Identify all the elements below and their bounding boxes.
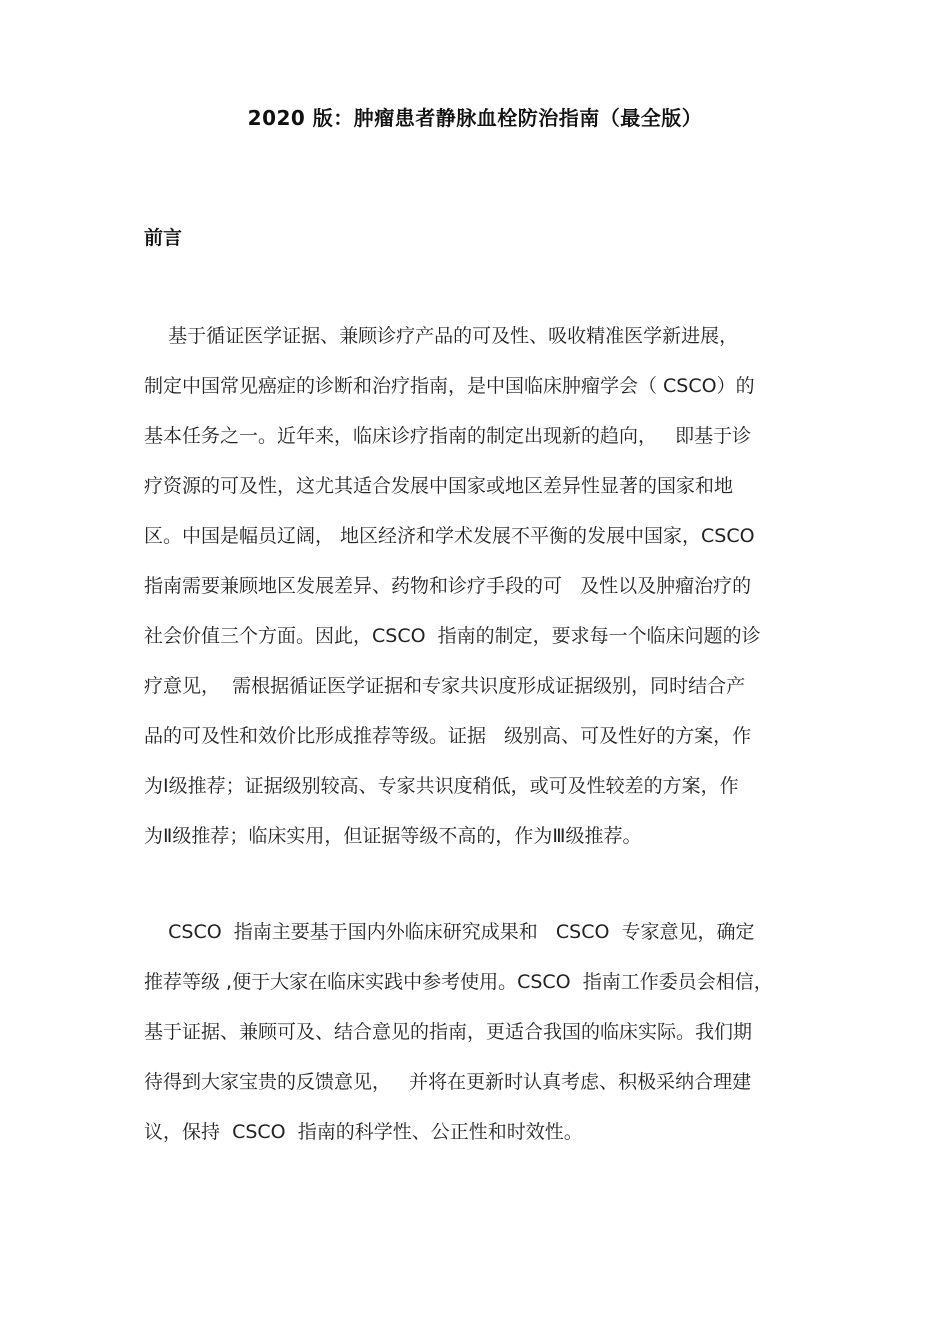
section-heading-preface: 前言 (144, 227, 183, 249)
paragraph-line: 推荐等级 ,便于大家在临床实践中参考使用。CSCO 指南工作委员会相信， (144, 971, 773, 993)
paragraph-line: 社会价值三个方面。因此，CSCO 指南的制定，要求每一个临床问题的诊 (144, 625, 761, 647)
paragraph-line: 为Ⅰ级推荐；证据级别较高、专家共识度稍低，或可及性较差的方案，作 (144, 775, 739, 797)
paragraph-line: 基于证据、兼顾可及、结合意见的指南，更适合我国的临床实际。我们期 (144, 1021, 753, 1043)
paragraph-line: CSCO 指南主要基于国内外临床研究成果和 CSCO 专家意见，确定 (144, 921, 755, 943)
paragraph-2 (144, 907, 824, 1157)
paragraph-line: 疗资源的可及性，这尤其适合发展中国家或地区差异性显著的国家和地 (144, 475, 734, 497)
paragraph-line: 议，保持 CSCO 指南的科学性、公正性和时效性。 (144, 1121, 583, 1143)
paragraph-line: 基本任务之一。近年来，临床诊疗指南的制定出现新的趋向， 即基于诊 (144, 425, 752, 447)
document-title: 2020 版：肿瘤患者静脉血栓防治指南（最全版） (247, 106, 703, 130)
paragraph-line: 区。中国是幅员辽阔， 地区经济和学术发展不平衡的发展中国家，CSCO (144, 525, 755, 547)
paragraph-line: 指南需要兼顾地区发展差异、药物和诊疗手段的可 及性以及肿瘤治疗的 (144, 575, 752, 597)
paragraph-1 (144, 311, 824, 861)
paragraph-line: 待得到大家宝贵的反馈意见， 并将在更新时认真考虑、积极采纳合理建 (144, 1071, 752, 1093)
paragraph-line: 为Ⅱ级推荐；临床实用，但证据等级不高的，作为Ⅲ级推荐。 (144, 825, 642, 847)
paragraph-line: 基于循证医学证据、兼顾诊疗产品的可及性、吸收精准医学新进展， (144, 325, 739, 347)
paragraph-line: 品的可及性和效价比形成推荐等级。证据 级别高、可及性好的方案，作 (144, 725, 752, 747)
paragraph-line: 疗意见， 需根据循证医学证据和专家共识度形成证据级别，同时结合产 (144, 675, 746, 697)
paragraph-line: 制定中国常见癌症的诊断和治疗指南，是中国临床肿瘤学会（ CSCO）的 (144, 375, 755, 397)
